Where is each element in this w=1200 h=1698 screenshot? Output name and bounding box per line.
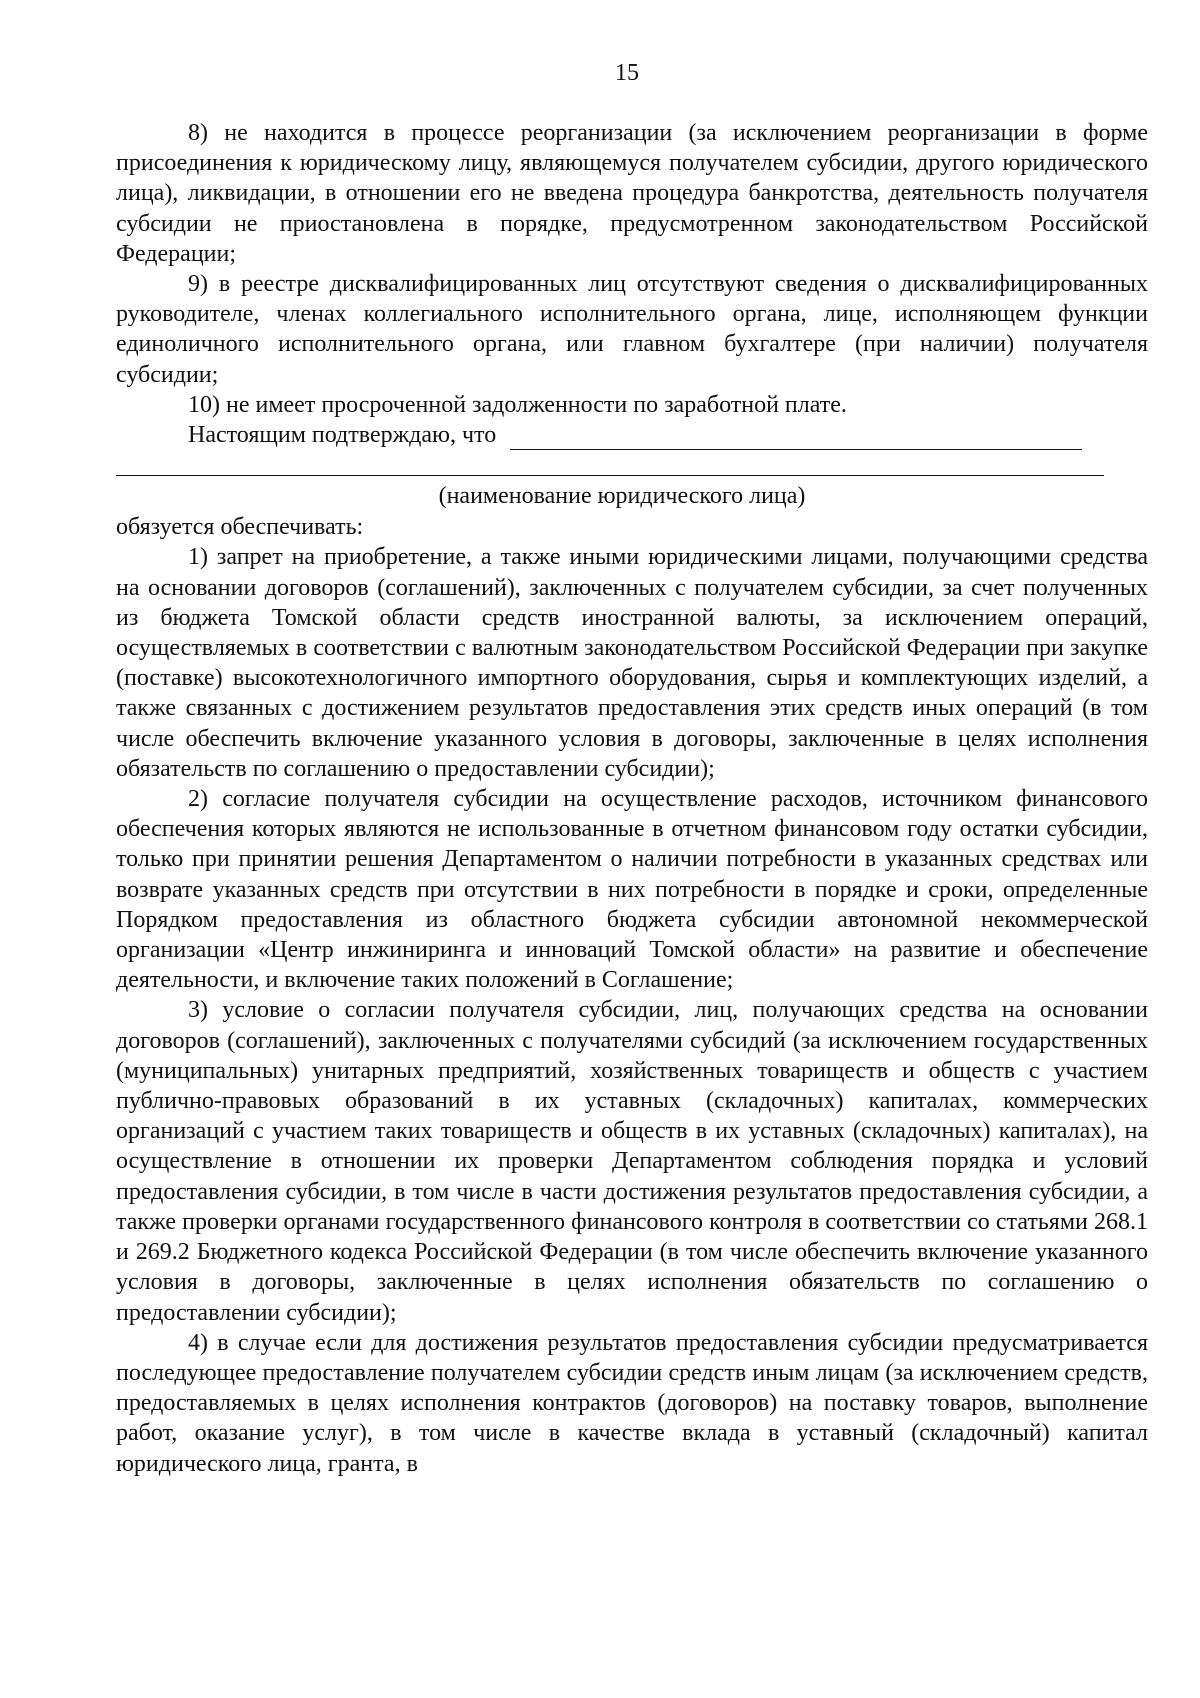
paragraph-item-9: 9) в реестре дисквалифицированных лиц отсутствуют сведения о дисквалифицированных руководителе, членах коллегиального исполнительного органа, лице, исполняющем функции единоличного исполнительного органа, или главном бухгалтере (при наличии) получателя субсидии; bbox=[116, 271, 1148, 388]
blank-underline bbox=[116, 475, 1104, 476]
obliges-text: обязуется обеспечивать: bbox=[116, 514, 364, 541]
obligation-item-1: 1) запрет на приобретение, а также иными юридическими лицами, получающими средства на основании договоров (соглашений), заключенных с получателем субсидии, за счет полученных из бюджета Томской области средств иностранной валюты, за исключением операций, осуществляемых в соответствии с валютным законодательством Российской Федерации при закупке (поставке) высокотехнологичного импортного оборудования, сырья и комплектующих изделий, а также связанных с достижением результатов предоставления этих средств иных операций (в том числе обеспечить включение указанного условия в договоры, заключенные в целях исполнения обязательств по соглашению о предоставлении субсидии); bbox=[116, 544, 1148, 782]
obligation-item-4: 4) в случае если для достижения результатов предоставления субсидии предусматривается последующее предоставление получателем субсидии средств иным лицам (за исключением средств, предоставляемых в целях исполнения контрактов (договоров) на поставку товаров, выполнение работ, оказание услуг), в том числе в качестве вклада в уставный (складочный) капитал юридического лица, гранта, в bbox=[116, 1329, 1148, 1477]
paragraph-item-8: 8) не находится в процессе реорганизации (за исключением реорганизации в форме присоединения к юридическому лицу, являющемуся получателем субсидии, другого юридического лица), ликвидации, в отношении его не введена процедура банкротства, деятельность получателя субсидии не приостановлена в порядке, предусмотренном законодательством Российской Федерации; bbox=[116, 120, 1148, 267]
paragraph-item-10: 10) не имеет просроченной задолженности по заработной плате. bbox=[188, 391, 847, 418]
obligation-item-3: 3) условие о согласии получателя субсидии, лиц, получающих средства на основании договоров (соглашений), заключенных с получателями субсидий (за исключением государственных (муниципальных) унитарных предприятий, хозяйственных товариществ и обществ с участием публично-правовых образований в их уставных (складочных) капиталах, коммерческих организаций с участием таких товариществ и обществ в их уставных (складочных) капиталах), на осуществление в отношении их проверки Департаментом соблюдения порядка и условий предоставления субсидии, в том числе в части достижения результатов предоставления субсидии, а также проверки органами государственного финансового контроля в соответствии со статьями 268.1 и 269.2 Бюджетного кодекса Российской Федерации (в том числе обеспечить включение указанного условия в договоры, заключенные в целях исполнения обязательств по соглашению о предоставлении субсидии); bbox=[116, 997, 1148, 1326]
obligation-item-2: 2) согласие получателя субсидии на осуществление расходов, источником финансового обеспечения которых являются не использованные в отчетном финансовом году остатки субсидии, только при принятии решения Департаментом о наличии потребности в указанных средствах или возврате указанных средств при отсутствии в них потребности в порядке и сроки, определенные Порядком предоставления из областного бюджета субсидии автономной некоммерческой организации «Центр инжиниринга и инноваций Томской области» на развитие и обеспечение деятельности, и включение таких положений в Соглашение; bbox=[116, 786, 1148, 994]
confirmation-line bbox=[116, 420, 1148, 450]
organization-name-blank bbox=[510, 425, 1082, 450]
organization-name-blank-full bbox=[116, 450, 1148, 480]
blank-caption: (наименование юридического лица) bbox=[438, 483, 806, 510]
confirmation-label: Настоящим подтверждаю, что bbox=[188, 422, 497, 449]
page-number: 15 bbox=[615, 60, 639, 86]
document-body bbox=[116, 118, 1148, 1479]
